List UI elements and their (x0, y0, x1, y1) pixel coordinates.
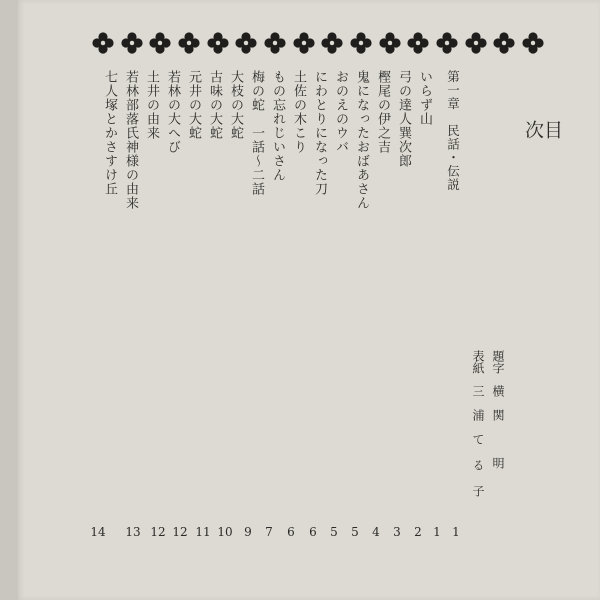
ornament-icon (379, 32, 401, 54)
page-number-10: 7 (265, 525, 273, 539)
page-title (523, 120, 561, 190)
page-number-2: 1 (433, 525, 441, 539)
toc-entry-9: 梅の蛇 一話〜二話 (249, 70, 264, 196)
ornament-icon (293, 32, 315, 54)
page-number-14: 12 (172, 525, 188, 539)
toc-entry-15: 若林部落氏神様の由来 (123, 70, 138, 210)
page-number-4: 3 (393, 525, 401, 539)
toc-entry-2: 弓の達人巽次郎 (396, 70, 411, 168)
page-number-17: 14 (90, 525, 106, 539)
chapter-heading: 第一章 民話・伝説 (445, 70, 461, 192)
ornament-icon (321, 32, 343, 54)
page-number-row (88, 525, 468, 545)
ornament-icon (465, 32, 487, 54)
credit-title-label: 題字 (491, 350, 505, 374)
ornament-icon (92, 32, 114, 54)
title-char-2: 次 (522, 120, 544, 139)
book-page (18, 0, 600, 600)
toc-entry-4: 鬼になったおばあさん (354, 70, 369, 210)
ornament-icon (264, 32, 286, 54)
toc-entry-10: 大枝の大蛇 (228, 70, 243, 140)
title-char-1: 目 (541, 120, 563, 139)
ornament-icon (407, 32, 429, 54)
credit-cover-person: 三 浦 て る 子 (471, 385, 485, 497)
page-number-5: 4 (372, 525, 380, 539)
ornament-icon (207, 32, 229, 54)
toc-entry-1: いらず山 (417, 70, 432, 126)
ornament-icon (178, 32, 200, 54)
credit-cover-label: 表紙 (471, 350, 485, 374)
credit-title-person: 横 関 明 (491, 385, 505, 469)
page-number-11: 9 (244, 525, 252, 539)
page-number-3: 2 (414, 525, 422, 539)
ornament-icon (436, 32, 458, 54)
toc-entry-7: 土佐の木こり (291, 70, 306, 154)
ornamental-border (92, 32, 544, 54)
page-number-8: 6 (309, 525, 317, 539)
page-number-16: 13 (125, 525, 141, 539)
toc-entry-14: 土井の由来 (144, 70, 159, 140)
toc-entry-11: 古味の大蛇 (207, 70, 222, 140)
toc-entry-8: もの忘れじいさん (270, 70, 285, 182)
page-number-12: 10 (217, 525, 233, 539)
ornament-icon (350, 32, 372, 54)
page-number-13: 11 (195, 525, 211, 539)
toc-entry-13: 若林の大へび (165, 70, 180, 154)
page-number-1: 1 (452, 525, 460, 539)
ornament-icon (121, 32, 143, 54)
page-number-9: 6 (287, 525, 295, 539)
page-number-6: 5 (351, 525, 359, 539)
page-number-7: 5 (330, 525, 338, 539)
ornament-icon (522, 32, 544, 54)
toc-entry-6: にわとりになった刀 (312, 70, 327, 196)
toc-entry-3: 樫尾の伊之吉 (375, 70, 390, 154)
ornament-icon (235, 32, 257, 54)
toc-entry-12: 元井の大蛇 (186, 70, 201, 140)
page-number-15: 12 (150, 525, 166, 539)
ornament-icon (149, 32, 171, 54)
ornament-icon (493, 32, 515, 54)
toc-entry-16: 七人塚とかさすけ丘 (102, 70, 117, 196)
toc-entry-5: おのえのウバ (333, 70, 348, 154)
